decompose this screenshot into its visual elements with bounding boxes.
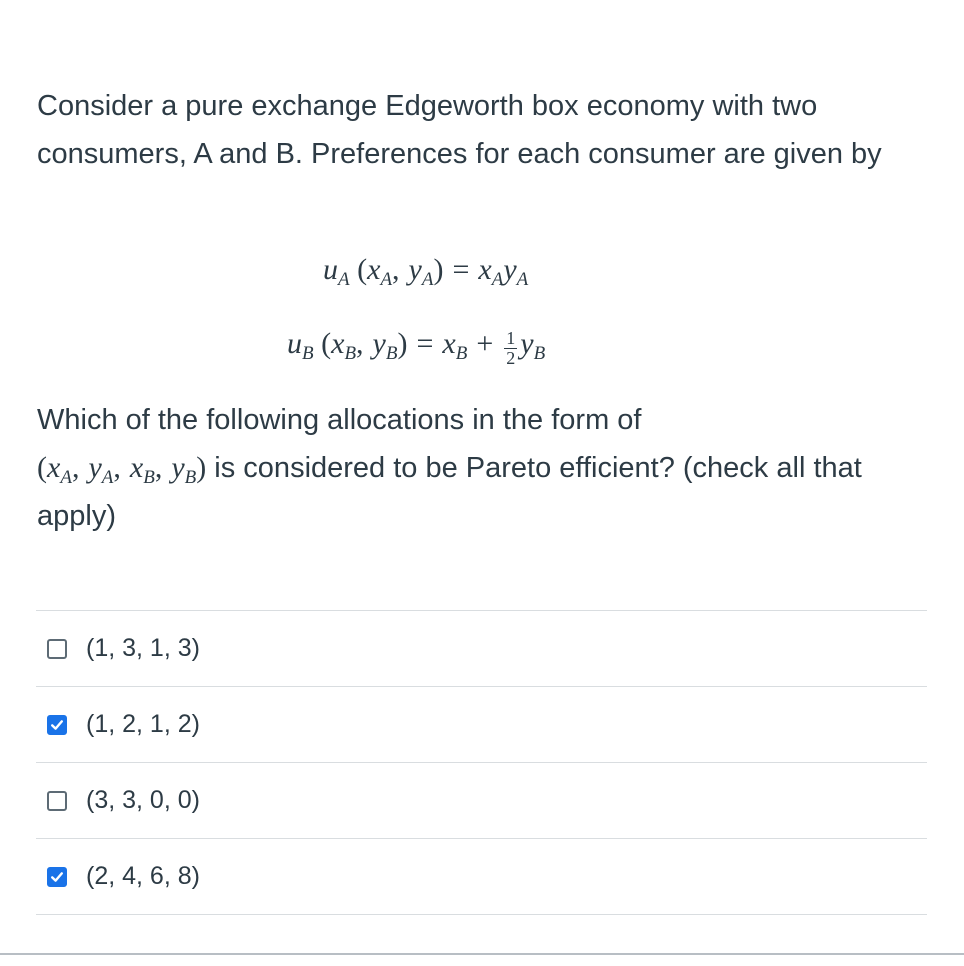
checkbox-unchecked-icon[interactable] [47, 791, 67, 811]
answer-list [36, 610, 927, 915]
one-half-fraction: $\frac{1}{2}$ [506, 328, 516, 368]
prompt-text-before: Which of the following allocations in the form of [37, 404, 642, 436]
answer-option-4[interactable] [36, 839, 927, 915]
answer-label: (3, 3, 0, 0) [86, 786, 200, 814]
bottom-divider [0, 953, 964, 955]
answer-option-2[interactable] [36, 687, 927, 763]
allocation-form: ($x_A$, $y_A$, $x_B$, $y_B$) [37, 451, 207, 488]
checkbox-checked-icon[interactable] [47, 867, 67, 887]
answer-label: (2, 4, 6, 8) [86, 862, 200, 890]
checkbox-checked-icon[interactable] [47, 715, 67, 735]
checkbox-unchecked-icon[interactable] [47, 639, 67, 659]
utility-function-a: $u_A$ ($x_A$, $y_A) = x_Ay_A$ [323, 253, 529, 290]
answer-label: (1, 3, 1, 3) [86, 634, 200, 662]
question-prompt [37, 396, 937, 540]
answer-option-1[interactable] [36, 611, 927, 687]
answer-label: (1, 2, 1, 2) [86, 710, 200, 738]
answer-option-3[interactable] [36, 763, 927, 839]
question-intro: Consider a pure exchange Edgeworth box economy with two consumers, A and B. Preferences for each consumer are given by [37, 90, 882, 170]
prompt-text-after: is considered to be Pareto efficient? (check all that apply) [37, 452, 862, 532]
utility-function-b: $u_B$ ($x_B$, $y_B) = x_B$ + $\frac{1}{2}$ $y_B$ [287, 327, 546, 368]
